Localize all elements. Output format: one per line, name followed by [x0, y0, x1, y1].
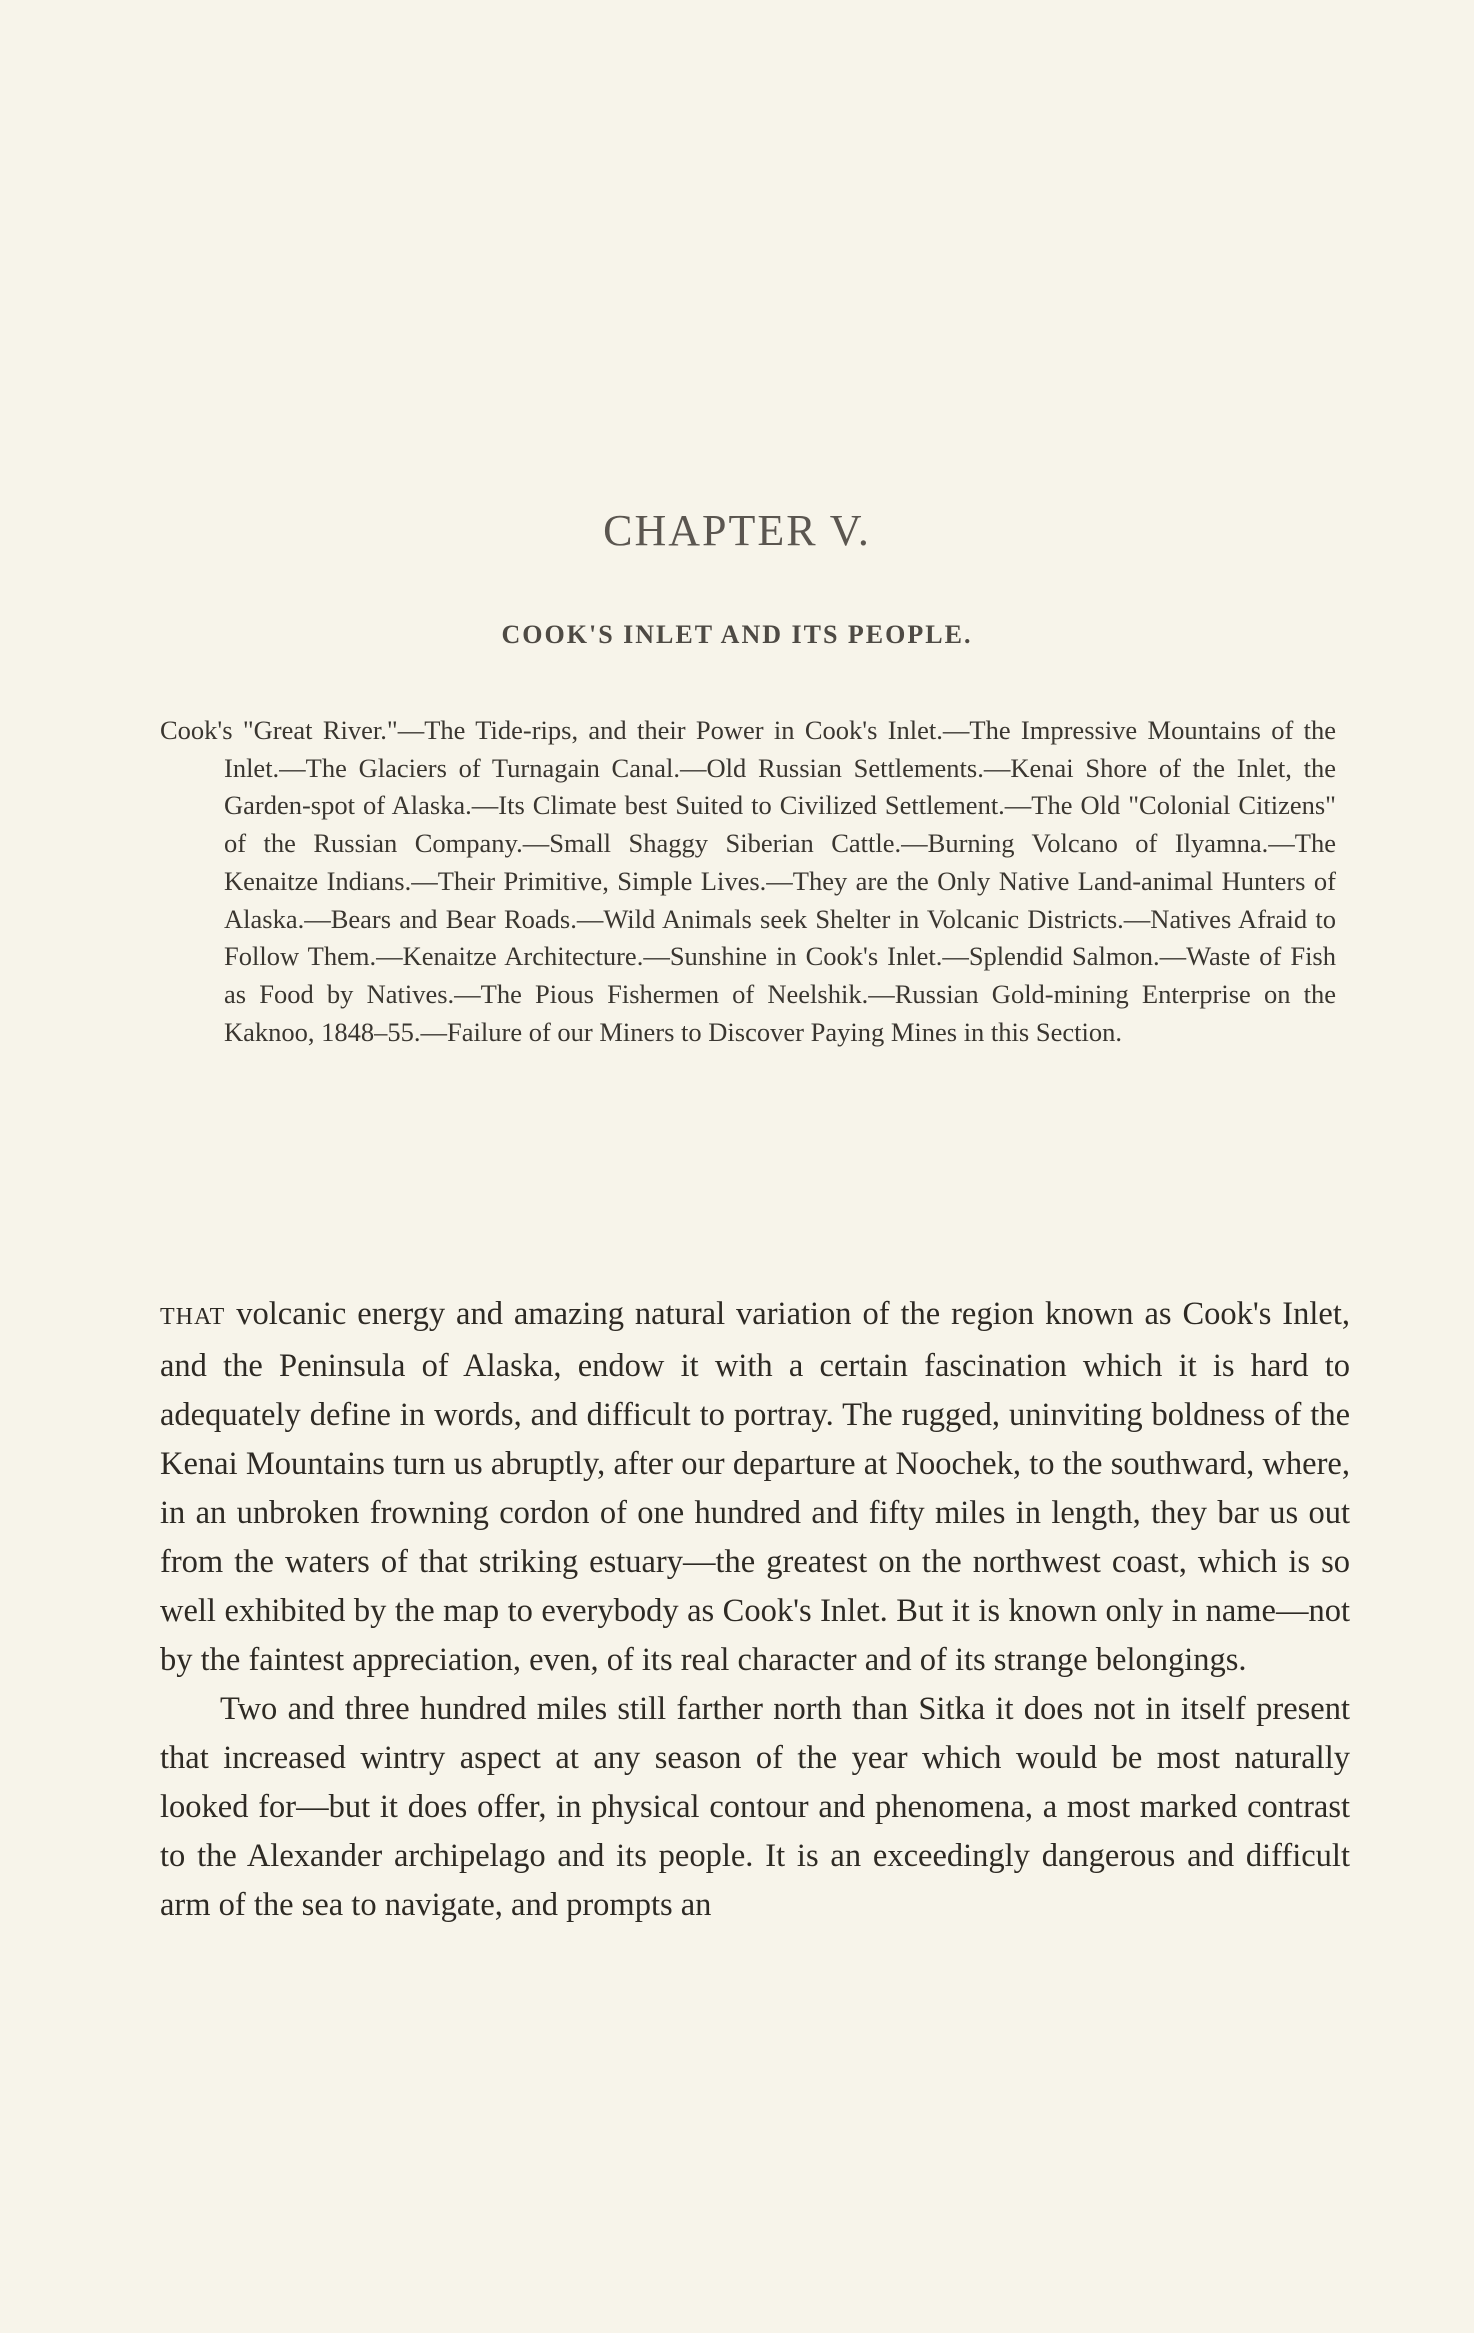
chapter-title: CHAPTER V.: [603, 506, 871, 555]
paragraph-1-text: volcanic energy and amazing natural variation of the region known as Cook's Inlet, and the Peninsula of Alaska, endow it with a certain fascination which it is hard to adequately define in words, and difficult to portray. The rugged, uninviting boldness of the Kenai Mountains turn us abruptly, after our departure at Noochek, to the southward, where, in an unbroken frowning cordon of one hundred and fifty miles in length, they bar us out from the waters of that striking estuary—the greatest on the northwest coast, which is so well exhibited by the map to everybody as Cook's Inlet. But it is known only in name—not by the faintest appreciation, even, of its real character and of its strange belongings.: [160, 1296, 1350, 1678]
opening-word: THAT: [160, 1304, 226, 1330]
body-text: [160, 1290, 1350, 1930]
body-paragraph-2: Two and three hundred miles still farther north than Sitka it does not in itself present that increased wintry aspect at any season of the year which would be most naturally looked for—but it does offer, in physical contour and phenomena, a most marked contrast to the Alexander archipelago and its people. It is an exceedingly dangerous and difficult arm of the sea to navigate, and prompts an: [160, 1691, 1350, 1923]
chapter-synopsis: Cook's "Great River."—The Tide-rips, and their Power in Cook's Inlet.—The Impressive Mountains of the Inlet.—The Glaciers of Turnagain Canal.—Old Russian Settlements.—Kenai Shore of the Inlet, the Garden-spot of Alaska.—Its Climate best Suited to Civilized Settlement.—The Old "Colonial Citizens" of the Russian Company.—Small Shaggy Siberian Cattle.—Burning Volcano of Ilyamna.—The Kenaitze Indians.—Their Primitive, Simple Lives.—They are the Only Native Land-animal Hunters of Alaska.—Bears and Bear Roads.—Wild Animals seek Shelter in Volcanic Districts.—Natives Afraid to Follow Them.—Kenaitze Architecture.—Sunshine in Cook's Inlet.—Splendid Salmon.—Waste of Fish as Food by Natives.—The Pious Fishermen of Neelshik.—Russian Gold-mining Enterprise on the Kaknoo, 1848–55.—Failure of our Miners to Discover Paying Mines in this Section.: [160, 715, 1336, 1047]
body-paragraph-1: [160, 1290, 1350, 1685]
chapter-subtitle: COOK'S INLET AND ITS PEOPLE.: [501, 620, 973, 649]
